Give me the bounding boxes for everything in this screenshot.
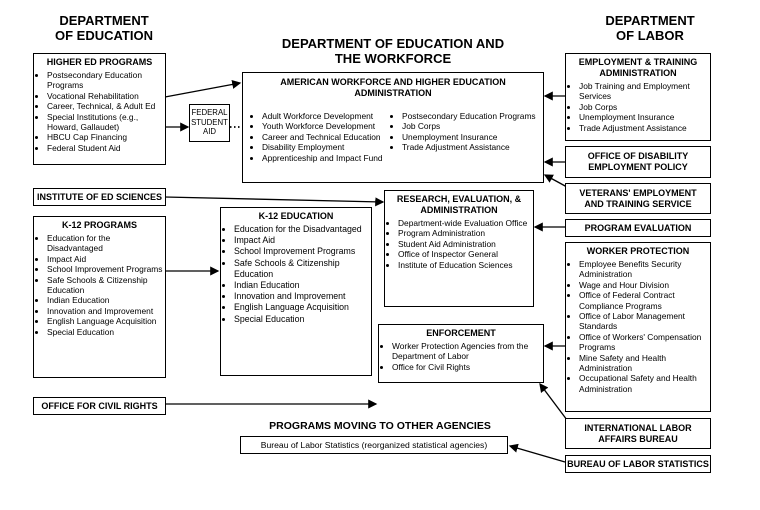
rea-list [385,218,533,270]
ilab-box [565,418,711,449]
list-item: • Program Administration [398,228,533,238]
list-item: • HBCU Cap Financing [47,132,165,142]
heading-dept-education: DEPARTMENT OF EDUCATION [55,13,153,43]
list-item: • Career, Technical, & Adult Ed [47,101,165,111]
awhea-left-list [249,111,394,163]
list-item: • English Language Acquisition [47,316,165,326]
list-item: • Special Education [234,314,371,325]
arrow-higher-ed-to-awhea [165,83,240,97]
list-item: • Mine Safety and Health Administration [579,353,710,374]
list-item: • Safe Schools & Citizenship Education [47,275,165,296]
ocr-box [33,397,166,415]
odep-box [565,146,711,178]
eta-list [566,81,710,133]
arrow-ilab-to-enforcement [540,384,567,420]
k12-education-box [220,207,372,376]
bls-label: BUREAU OF LABOR STATISTICS [567,459,709,469]
vets-label: VETERANS' EMPLOYMENT AND TRAINING SERVICE [579,188,697,209]
arrow-bls-to-moving [510,446,565,462]
heading-programs-moving: PROGRAMS MOVING TO OTHER AGENCIES [269,420,491,432]
list-item: • Job Corps [402,121,552,131]
bls-moving-box [240,436,508,454]
program-evaluation-box [565,219,711,237]
awhea-title: AMERICAN WORKFORCE AND HIGHER EDUCATION ADMINISTRATION [280,77,506,98]
list-item: • Employee Benefits Security Administration [579,259,710,280]
ies-box [33,188,166,206]
bls-box [565,455,711,473]
list-item: • Apprenticeship and Impact Fund [262,153,394,163]
list-item: • Indian Education [234,280,371,291]
higher-ed-programs-list [34,70,165,153]
list-item: • Innovation and Improvement [234,291,371,302]
federal-student-aid-box [189,104,230,142]
list-item: • Disability Employment [262,142,394,152]
list-item: • Trade Adjustment Assistance [402,142,552,152]
eta-title: EMPLOYMENT & TRAINING ADMINISTRATION [578,57,698,78]
k12-education-title: K-12 EDUCATION [258,211,334,221]
list-item: • Indian Education [47,295,165,305]
list-item: • Postsecondary Education Programs [402,111,552,121]
list-item: • Wage and Hour Division [579,280,710,290]
k12-education-list [221,224,371,325]
list-item: • Office of Workers' Compensation Programs [579,332,710,353]
enforcement-title: ENFORCEMENT [426,328,496,338]
worker-protection-box [565,242,711,412]
arrow-vets-to-awhea [545,175,567,187]
list-item: • Special Education [47,327,165,337]
k12-programs-title: K-12 PROGRAMS [61,220,137,230]
program-evaluation-label: PROGRAM EVALUATION [584,223,692,233]
list-item: • Occupational Safety and Health Administration [579,373,710,394]
list-item: • Worker Protection Agencies from the Department of Labor [392,341,543,362]
list-item: • Education for the Disadvantaged [47,233,165,254]
ilab-label: INTERNATIONAL LABOR AFFAIRS BUREAU [584,423,692,444]
list-item: • Job Corps [579,102,710,112]
rea-box [384,190,534,307]
list-item: • Department-wide Evaluation Office [398,218,533,228]
higher-ed-programs-title: HIGHER ED PROGRAMS [46,57,153,67]
higher-ed-programs-box [33,53,166,165]
enforcement-box [378,324,544,383]
list-item: • Office for Civil Rights [392,362,543,372]
list-item: • Education for the Disadvantaged [234,224,371,235]
heading-dept-labor: DEPARTMENT OF LABOR [605,13,695,43]
list-item: • English Language Acquisition [234,302,371,313]
list-item: • Trade Adjustment Assistance [579,123,710,133]
list-item: • Special Institutions (e.g., Howard, Gallaudet) [47,112,165,133]
list-item: • Postsecondary Education Programs [47,70,165,91]
list-item: • Federal Student Aid [47,143,165,153]
list-item: • Youth Workforce Development [262,121,394,131]
list-item: • Innovation and Improvement [47,306,165,316]
list-item: • Adult Workforce Development [262,111,394,121]
enforcement-list [379,341,543,372]
ocr-label: OFFICE FOR CIVIL RIGHTS [41,401,158,411]
heading-dept-education-and-workforce: DEPARTMENT OF EDUCATION AND THE WORKFORCE [281,36,505,66]
ies-label: INSTITUTE OF ED SCIENCES [36,192,162,202]
list-item: • Career and Technical Education [262,132,394,142]
list-item: • School Improvement Programs [234,246,371,257]
list-item: • Office of Labor Management Standards [579,311,710,332]
federal-student-aid-label: FEDERAL STUDENT AID [191,108,228,136]
eta-box [565,53,711,141]
worker-protection-title: WORKER PROTECTION [586,246,690,256]
vets-box [565,183,711,214]
awhea-box [242,72,544,183]
k12-programs-list [34,233,165,337]
arrow-ies-to-rea [165,197,383,202]
list-item: • Institute of Education Sciences [398,260,533,270]
list-item: • Unemployment Insurance [402,132,552,142]
worker-protection-list [566,259,710,394]
list-item: • Job Training and Employment Services [579,81,710,102]
list-item: • Student Aid Administration [398,239,533,249]
list-item: • School Improvement Programs [47,264,165,274]
k12-programs-box [33,216,166,378]
awhea-right-list [389,111,552,153]
list-item: • Safe Schools & Citizenship Education [234,258,371,280]
list-item: • Office of Inspector General [398,249,533,259]
list-item: • Impact Aid [234,235,371,246]
odep-label: OFFICE OF DISABILITY EMPLOYMENT POLICY [587,151,689,172]
list-item: • Office of Federal Contract Compliance Programs [579,290,710,311]
list-item: • Impact Aid [47,254,165,264]
rea-title: RESEARCH, EVALUATION, & ADMINISTRATION [396,194,522,215]
list-item: • Vocational Rehabilitation [47,91,165,101]
bls-moving-label: Bureau of Labor Statistics (reorganized statistical agencies) [260,440,488,450]
list-item: • Unemployment Insurance [579,112,710,122]
